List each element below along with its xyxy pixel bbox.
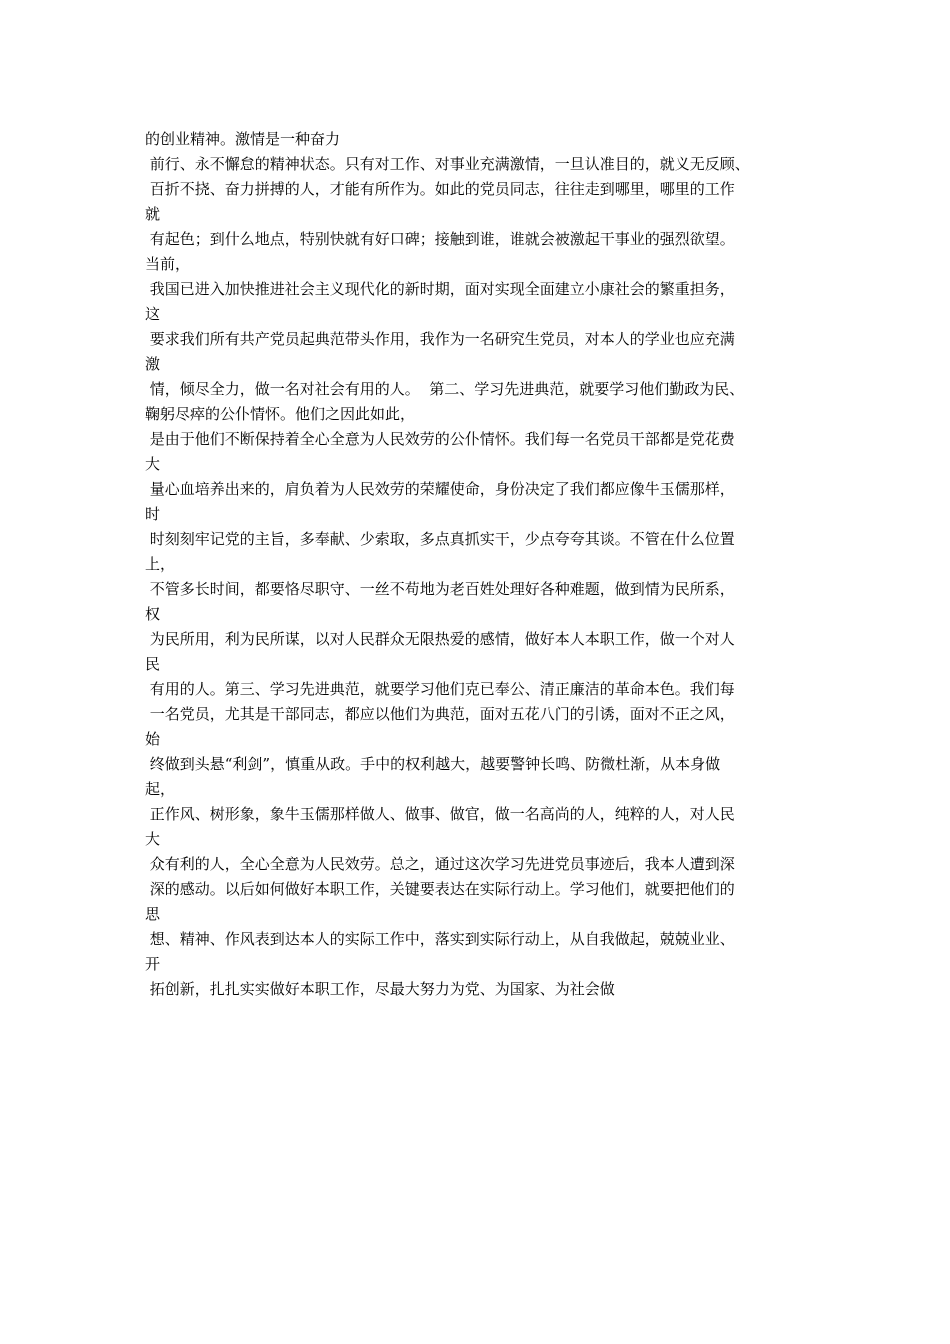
text-line: 这	[145, 305, 161, 323]
text-line: 终做到头悬“利剑”，慎重从政。手中的权利越大，越要警钟长鸣、防微杜渐，从本身做	[145, 755, 721, 773]
text-line: 权	[145, 605, 161, 623]
text-line: 要求我们所有共产党员起典范带头作用，我作为一名研究生党员，对本人的学业也应充满	[145, 330, 735, 348]
text-line: 情，倾尽全力，做一名对社会有用的人。 第二、学习先进典范，就要学习他们勤政为民、	[145, 380, 745, 398]
text-line: 一名党员，尤其是干部同志，都应以他们为典范，面对五花八门的引诱，面对不正之风，	[145, 705, 735, 723]
text-line: 我国已进入加快推进社会主义现代化的新时期，面对实现全面建立小康社会的繁重担务，	[145, 280, 735, 298]
text-line: 百折不挠、奋力拼搏的人，才能有所作为。如此的党员同志，往往走到哪里，哪里的工作	[145, 180, 735, 198]
text-line: 起，	[145, 780, 176, 798]
text-line: 为民所用，利为民所谋，以对人民群众无限热爱的感情，做好本人本职工作，做一个对人	[145, 630, 735, 648]
text-line: 众有利的人，全心全意为人民效劳。总之，通过这次学习先进党员事迹后，我本人遭到深	[145, 855, 735, 873]
text-line: 有起色；到什么地点，特别快就有好口碑；接触到谁，谁就会被激起干事业的强烈欲望。	[145, 230, 735, 248]
body-text	[145, 127, 835, 1002]
text-line: 大	[145, 830, 161, 848]
text-line: 不管多长时间，都要恪尽职守、一丝不苟地为老百姓处理好各种难题，做到情为民所系，	[145, 580, 735, 598]
text-line: 是由于他们不断保持着全心全意为人民效劳的公仆情怀。我们每一名党员干部都是党花费	[145, 430, 735, 448]
text-line: 激	[145, 355, 161, 373]
text-line: 民	[145, 655, 161, 673]
text-line: 当前，	[145, 255, 191, 273]
text-line: 上，	[145, 555, 176, 573]
text-line: 就	[145, 205, 161, 223]
text-line: 始	[145, 730, 161, 748]
text-line: 思	[145, 905, 161, 923]
text-line: 正作风、树形象，象牛玉儒那样做人、做事、做官，做一名高尚的人，纯粹的人，对人民	[145, 805, 735, 823]
text-line: 有用的人。第三、学习先进典范，就要学习他们克已奉公、清正廉洁的革命本色。我们每	[145, 680, 735, 698]
text-line: 时刻刻牢记党的主旨，多奉献、少索取，多点真抓实干，少点夸夸其谈。不管在什么位置	[145, 530, 735, 548]
text-line: 量心血培养出来的，肩负着为人民效劳的荣耀使命，身份决定了我们都应像牛玉儒那样，	[145, 480, 735, 498]
text-line: 鞠躬尽瘁的公仆情怀。他们之因此如此，	[145, 405, 416, 423]
text-line: 想、精神、作风表到达本人的实际工作中，落实到实际行动上，从自我做起，兢兢业业、	[145, 930, 735, 948]
text-line: 的创业精神。激情是一种奋力	[145, 130, 341, 148]
text-line: 开	[145, 955, 161, 973]
text-line: 大	[145, 455, 161, 473]
text-line: 时	[145, 505, 161, 523]
text-line: 拓创新，扎扎实实做好本职工作，尽最大努力为党、为国家、为社会做	[145, 980, 615, 998]
text-line: 前行、永不懈怠的精神状态。只有对工作、对事业充满激情，一旦认准目的，就义无反顾、	[145, 155, 750, 173]
text-line: 深的感动。以后如何做好本职工作，关键要表达在实际行动上。学习他们，就要把他们的	[145, 880, 735, 898]
